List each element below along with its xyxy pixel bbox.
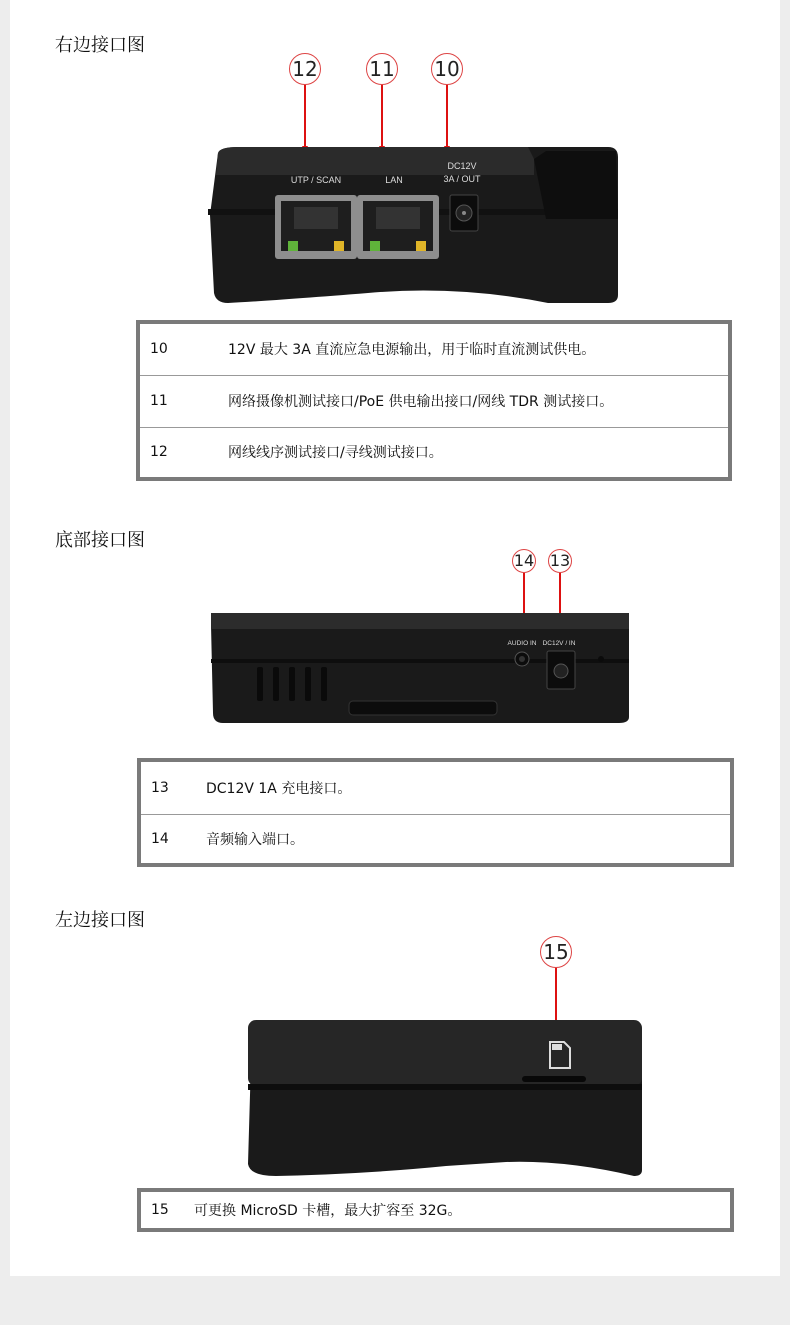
- row-description: 音频输入端口。: [196, 814, 732, 865]
- table-row: [138, 375, 730, 427]
- port-label-dc12v-in: DC12V / IN: [542, 640, 576, 647]
- table-row: [138, 427, 730, 479]
- port-label-lan: LAN: [385, 175, 403, 185]
- spec-table-bottom: [137, 758, 734, 867]
- port-label-utp-scan: UTP / SCAN: [290, 175, 342, 185]
- row-number: 13: [151, 779, 169, 796]
- row-description: DC12V 1A 充电接口。: [206, 780, 352, 797]
- dc-jack-icon: [547, 651, 575, 689]
- row-number: 15: [151, 1202, 169, 1218]
- callout-13: 13: [548, 549, 572, 573]
- audio-jack-icon: [515, 652, 529, 666]
- rj45-port-icon: [275, 195, 357, 259]
- row-number: 11: [138, 375, 218, 427]
- callout-10: 10: [431, 53, 463, 85]
- section-heading-bottom: 底部接口图: [55, 530, 145, 551]
- dc-jack-icon: [450, 195, 478, 231]
- section-heading-right: 右边接口图: [55, 35, 145, 56]
- table-row: [138, 322, 730, 375]
- callout-12: 12: [289, 53, 321, 85]
- table-row: [139, 760, 732, 814]
- device-left-side-image: [246, 1020, 644, 1178]
- device-right-side-image: [208, 145, 620, 307]
- section-heading-left: 左边接口图: [55, 910, 145, 931]
- row-number: 10: [150, 341, 168, 358]
- row-number: 12: [138, 427, 218, 479]
- spec-table-left: [137, 1188, 734, 1232]
- port-label-dc12v: DC12V: [447, 161, 477, 171]
- row-description: 可更换 MicroSD 卡槽，最大扩容至 32G。: [194, 1203, 462, 1219]
- table-row: [139, 814, 732, 865]
- rj45-port-icon: [357, 195, 439, 259]
- row-description: 网络摄像机测试接口/PoE 供电输出接口/网线 TDR 测试接口。: [218, 375, 730, 427]
- row-description: 12V 最大 3A 直流应急电源输出，用于临时直流测试供电。: [228, 342, 596, 359]
- leader-line-12: [304, 85, 306, 148]
- table-row: [139, 1190, 732, 1230]
- callout-11: 11: [366, 53, 398, 85]
- manual-page: [10, 0, 780, 1276]
- row-number: 14: [139, 814, 196, 865]
- callout-15: 15: [540, 936, 572, 968]
- leader-line-10: [446, 85, 448, 148]
- device-bottom-image: [209, 613, 633, 725]
- port-label-audio-in: AUDIO IN: [507, 640, 537, 647]
- spec-table-right: [136, 320, 732, 481]
- port-label-3a-out: 3A / OUT: [443, 174, 481, 184]
- leader-line-11: [381, 85, 383, 148]
- callout-14: 14: [512, 549, 536, 573]
- row-description: 网线线序测试接口/寻线测试接口。: [218, 427, 730, 479]
